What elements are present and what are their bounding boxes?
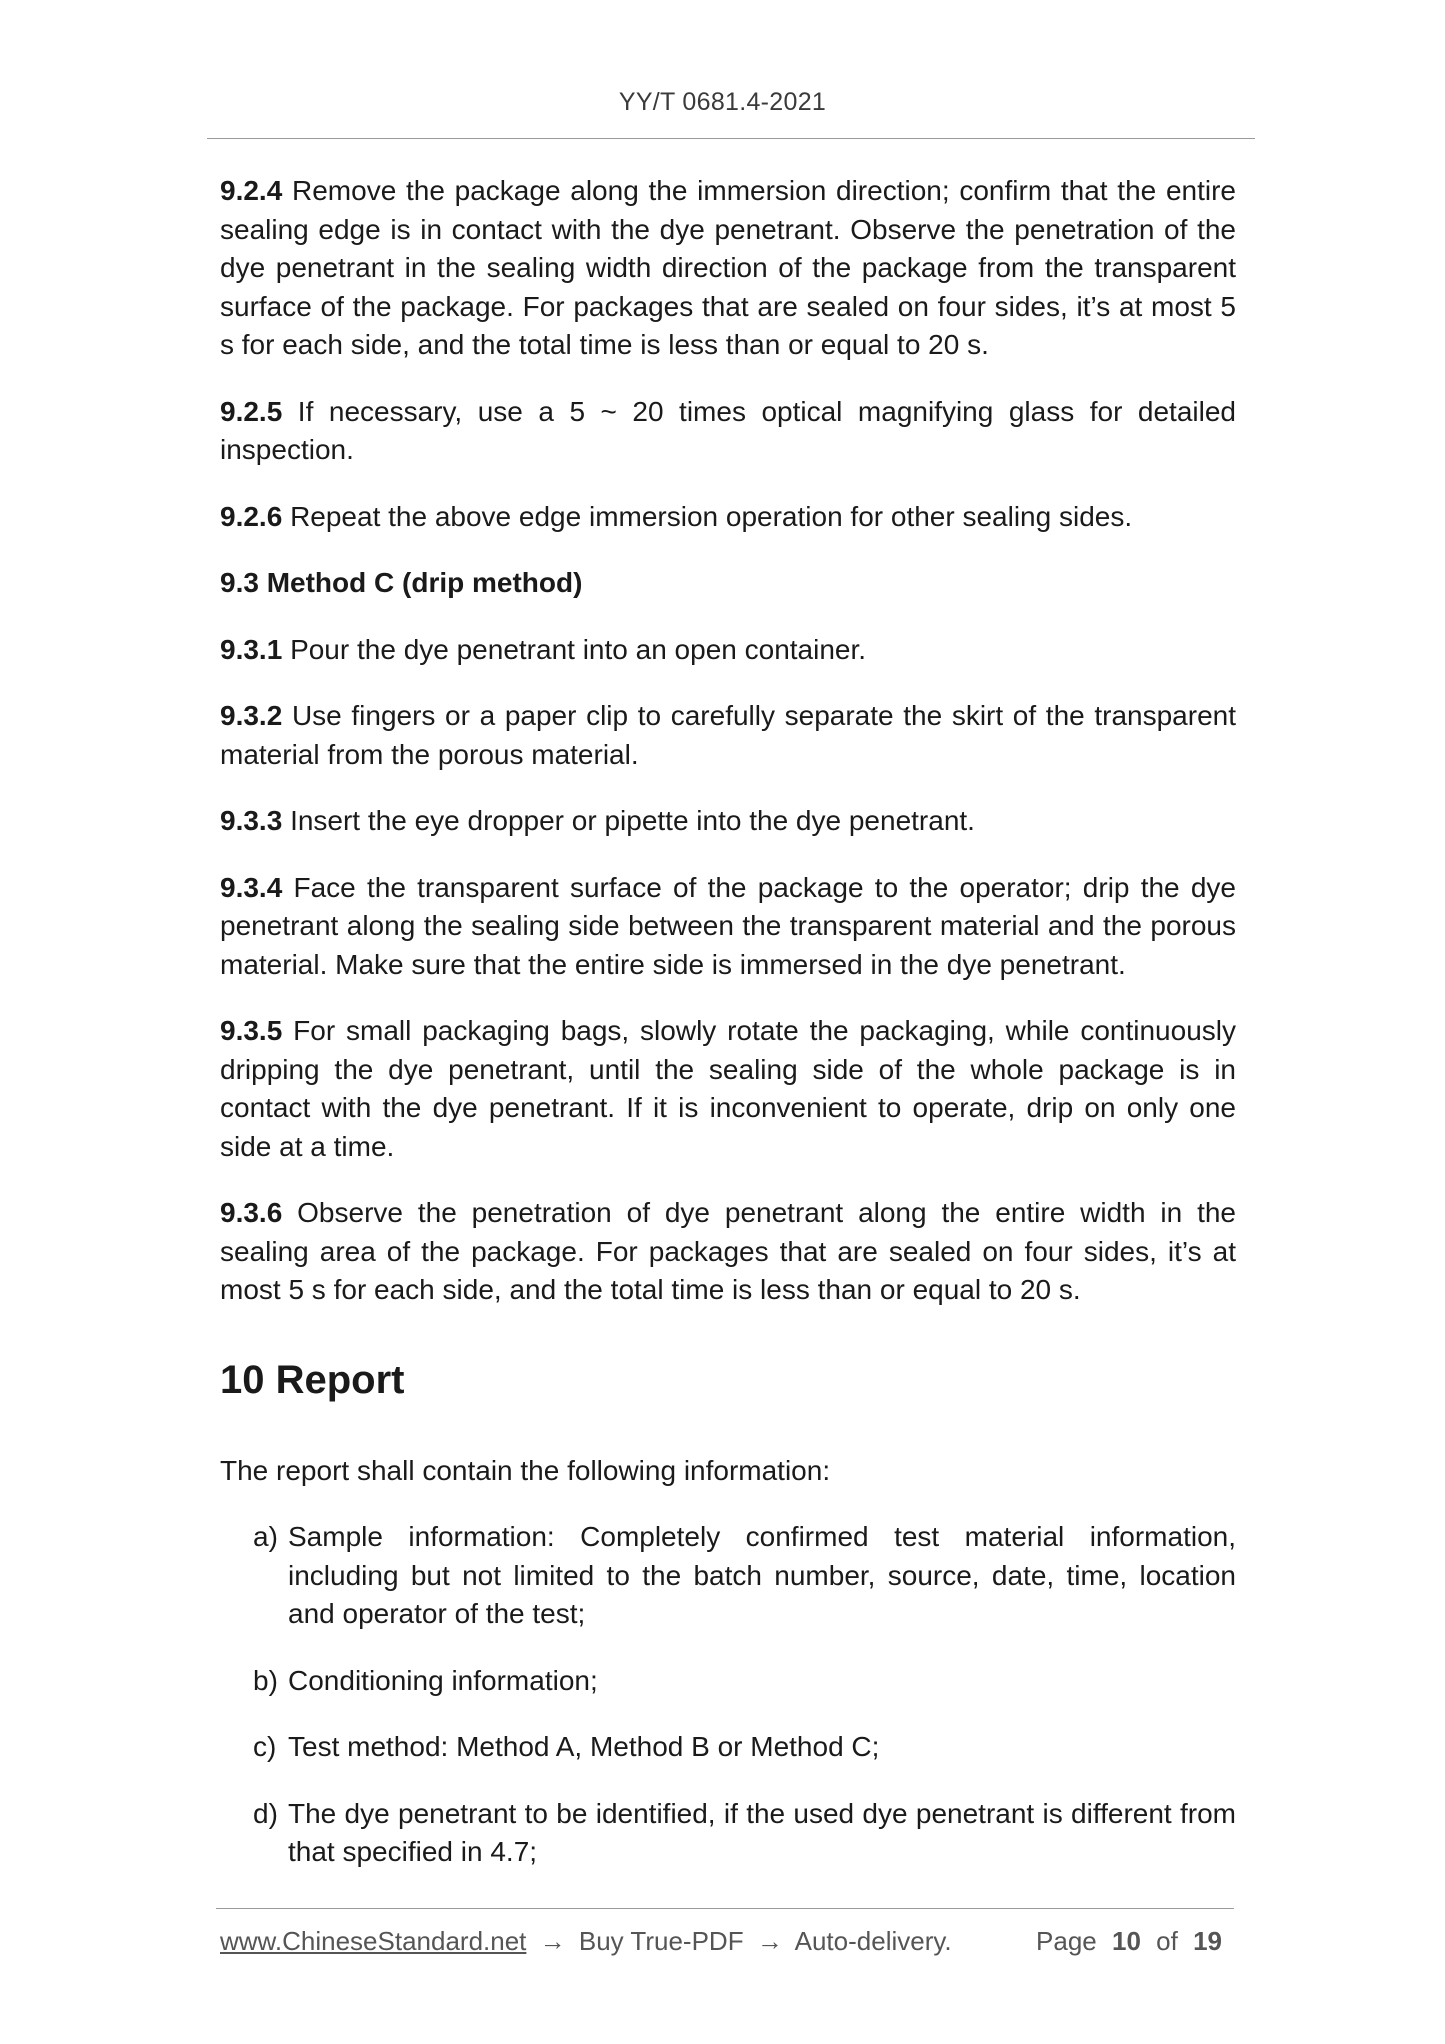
- clause-text: Repeat the above edge immersion operation for other sealing sides.: [290, 500, 1133, 532]
- clause-text: Face the transparent surface of the package to the operator; drip the dye penetrant along the sealing side between the transparent material and the porous material. Make sure that the entire side is immersed in the dye penetrant.: [220, 871, 1236, 980]
- clause-9-3-4: [220, 869, 1236, 985]
- clause-9-2-5: [220, 393, 1236, 470]
- clause-number: 9.3.3: [220, 805, 283, 836]
- clause-number: 9.3.6: [220, 1197, 283, 1228]
- current-page-number: 10: [1112, 1926, 1141, 1956]
- list-item: [220, 1728, 1236, 1767]
- header-divider: [207, 138, 1255, 139]
- clause-number: 9.3.1: [220, 633, 283, 665]
- arrow-right-icon: →: [756, 1926, 783, 1956]
- clause-9-3-5: [220, 1012, 1236, 1166]
- page-content: [220, 172, 1236, 1900]
- footer-promo: [220, 1926, 952, 1957]
- list-item-text: Sample information: Completely confirmed test material information, including but not limited to the batch number, source, date, time, location and operator of the test;: [288, 1521, 1236, 1629]
- document-header-code: YY/T 0681.4-2021: [618, 88, 827, 116]
- buy-true-pdf-text: Buy True-PDF: [578, 1926, 744, 1956]
- list-marker: c): [253, 1731, 277, 1762]
- list-item-text: Test method: Method A, Method B or Method C;: [288, 1731, 880, 1762]
- list-marker: a): [253, 1521, 278, 1552]
- site-link[interactable]: www.ChineseStandard.net: [220, 1926, 527, 1956]
- clause-text: Insert the eye dropper or pipette into the dye penetrant.: [290, 805, 975, 836]
- list-item: [220, 1518, 1236, 1634]
- clause-text: For small packaging bags, slowly rotate the packaging, while continuously dripping the dye penetrant, until the sealing side of the whole package is in contact with the dye penetrant. If it is inconvenient to operate, drip on only one side at a time.: [220, 1015, 1236, 1162]
- page-indicator: [1036, 1926, 1230, 1957]
- report-items-list: [220, 1518, 1236, 1872]
- report-intro: The report shall contain the following information:: [220, 1454, 831, 1486]
- clause-number: 9.3.2: [220, 700, 283, 731]
- list-marker: d): [253, 1797, 278, 1829]
- clause-text: Use fingers or a paper clip to carefully separate the skirt of the transparent material from the porous material.: [220, 700, 1236, 770]
- list-item-text: Conditioning information;: [288, 1664, 598, 1696]
- clause-number: 9.2.5: [220, 395, 283, 427]
- page-label: Page: [1036, 1926, 1097, 1956]
- clause-text: Observe the penetration of dye penetrant along the entire width in the sealing area of the package. For packages that are sealed on four sides, it’s at most 5 s for each side, and the total time is less than or equal to 20 s.: [220, 1197, 1236, 1305]
- clause-number: 9.2.6: [220, 500, 283, 532]
- clause-9-3-6: [220, 1194, 1236, 1310]
- clause-text: Remove the package along the immersion direction; confirm that the entire sealing edge is in contact with the dye penetrant. Observe the penetration of the dye penetrant in the sealing width direction of the package from the transparent surface of the package. For packages that are sealed on four sides, it’s at most 5 s for each side, and the total time is less than or equal to 20 s.: [220, 175, 1236, 360]
- list-marker: b): [253, 1664, 278, 1696]
- clause-text: Pour the dye penetrant into an open container.: [290, 633, 867, 665]
- of-label: of: [1156, 1926, 1178, 1956]
- clause-9-3-1: [220, 631, 1236, 670]
- total-page-number: 19: [1193, 1926, 1222, 1956]
- clause-number: 9.2.4: [220, 175, 283, 206]
- footer-divider: [216, 1908, 1234, 1909]
- subsection-heading-9-3: 9.3 Method C (drip method): [220, 567, 583, 598]
- section-heading-report: 10 Report: [220, 1357, 405, 1402]
- list-item: [220, 1795, 1236, 1872]
- clause-number: 9.3.4: [220, 871, 283, 903]
- clause-9-2-6: [220, 498, 1236, 537]
- list-item: [220, 1662, 1236, 1701]
- list-item-text: The dye penetrant to be identified, if the used dye penetrant is different from that specified in 4.7;: [288, 1797, 1236, 1867]
- clause-9-3-2: [220, 697, 1236, 774]
- clause-9-3-3: [220, 802, 1236, 841]
- clause-number: 9.3.5: [220, 1015, 283, 1046]
- clause-text: If necessary, use a 5 ~ 20 times optical magnifying glass for detailed inspection.: [220, 395, 1236, 465]
- clause-9-2-4: [220, 172, 1236, 365]
- arrow-right-icon: →: [539, 1926, 566, 1956]
- auto-delivery-text: Auto-delivery.: [794, 1926, 952, 1956]
